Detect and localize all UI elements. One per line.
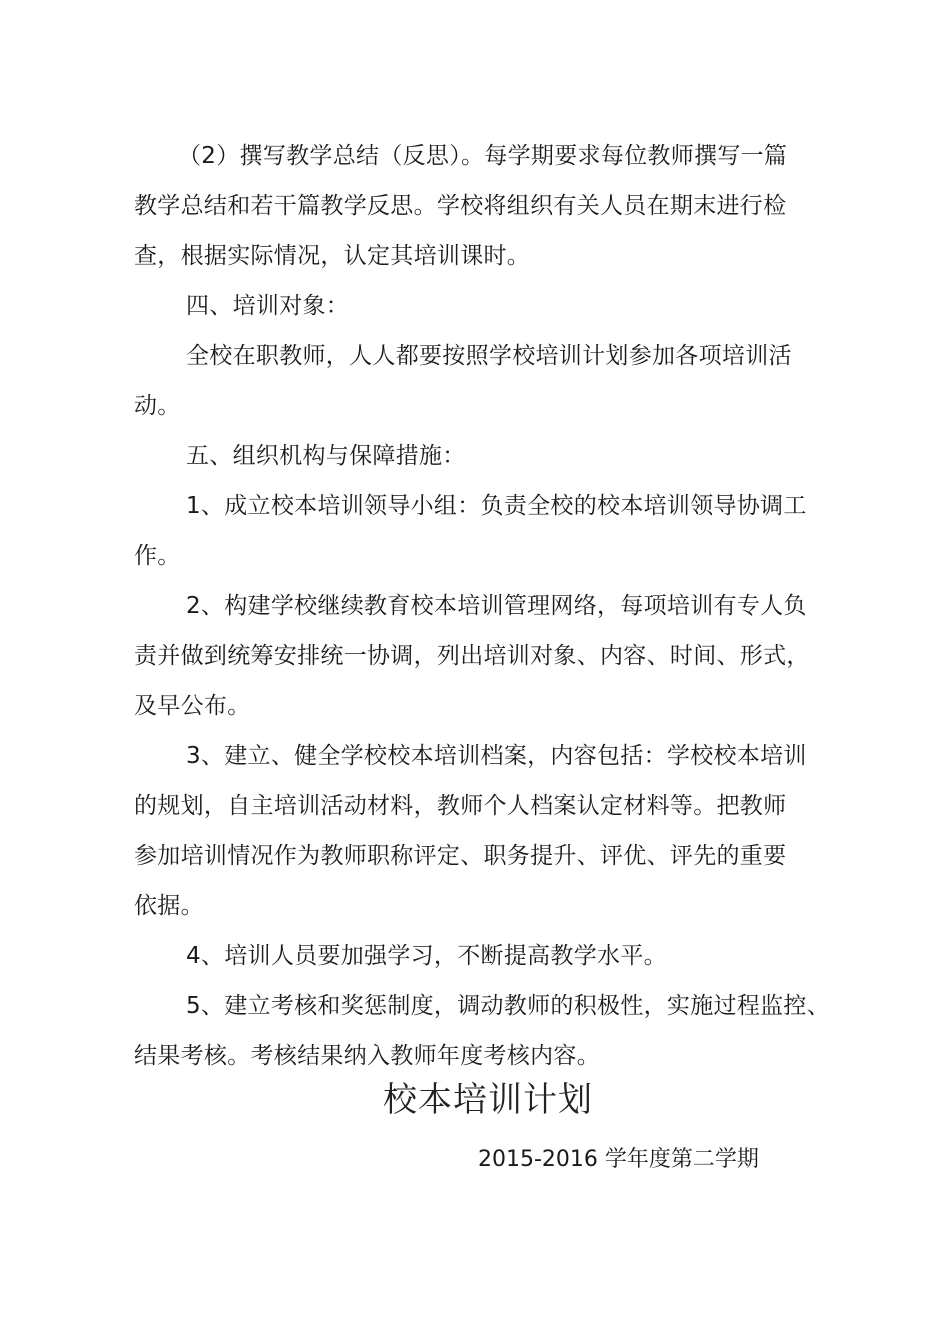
paragraph-line-11: 责并做到统筹安排统一协调，列出培训对象、内容、时间、形式， bbox=[134, 643, 810, 669]
section-heading-5: 五、组织机构与保障措施： bbox=[186, 443, 466, 469]
paragraph-line-17: 4、培训人员要加强学习，不断提高教学水平。 bbox=[186, 943, 667, 969]
paragraph-line-8: 1、成立校本培训领导小组：负责全校的校本培训领导协调工 bbox=[186, 493, 807, 519]
paragraph-line-2: 教学总结和若干篇教学反思。学校将组织有关人员在期末进行检 bbox=[134, 193, 787, 219]
paragraph-line-5: 全校在职教师，人人都要按照学校培训计划参加各项培训活 bbox=[186, 343, 792, 369]
paragraph-line-18: 5、建立考核和奖惩制度，调动教师的积极性，实施过程监控、 bbox=[186, 993, 831, 1019]
paragraph-line-13: 3、建立、健全学校校本培训档案，内容包括：学校校本培训 bbox=[186, 743, 807, 769]
section-heading-4: 四、培训对象： bbox=[186, 293, 350, 319]
term-label: 2015-2016 学年度第二学期 bbox=[478, 1147, 759, 1172]
paragraph-line-6: 动。 bbox=[134, 393, 181, 419]
paragraph-line-1: （2）撰写教学总结（反思）。每学期要求每位教师撰写一篇 bbox=[178, 143, 788, 169]
paragraph-line-10: 2、构建学校继续教育校本培训管理网络，每项培训有专人负 bbox=[186, 593, 807, 619]
paragraph-line-3: 查，根据实际情况，认定其培训课时。 bbox=[134, 243, 531, 269]
paragraph-line-15: 参加培训情况作为教师职称评定、职务提升、评优、评先的重要 bbox=[134, 843, 787, 869]
paragraph-line-16: 依据。 bbox=[134, 893, 204, 919]
document-title: 校本培训计划 bbox=[383, 1080, 593, 1120]
paragraph-line-12: 及早公布。 bbox=[134, 693, 251, 719]
paragraph-line-19: 结果考核。考核结果纳入教师年度考核内容。 bbox=[134, 1043, 600, 1069]
paragraph-line-14: 的规划，自主培训活动材料，教师个人档案认定材料等。把教师 bbox=[134, 793, 787, 819]
paragraph-line-9: 作。 bbox=[134, 543, 181, 569]
